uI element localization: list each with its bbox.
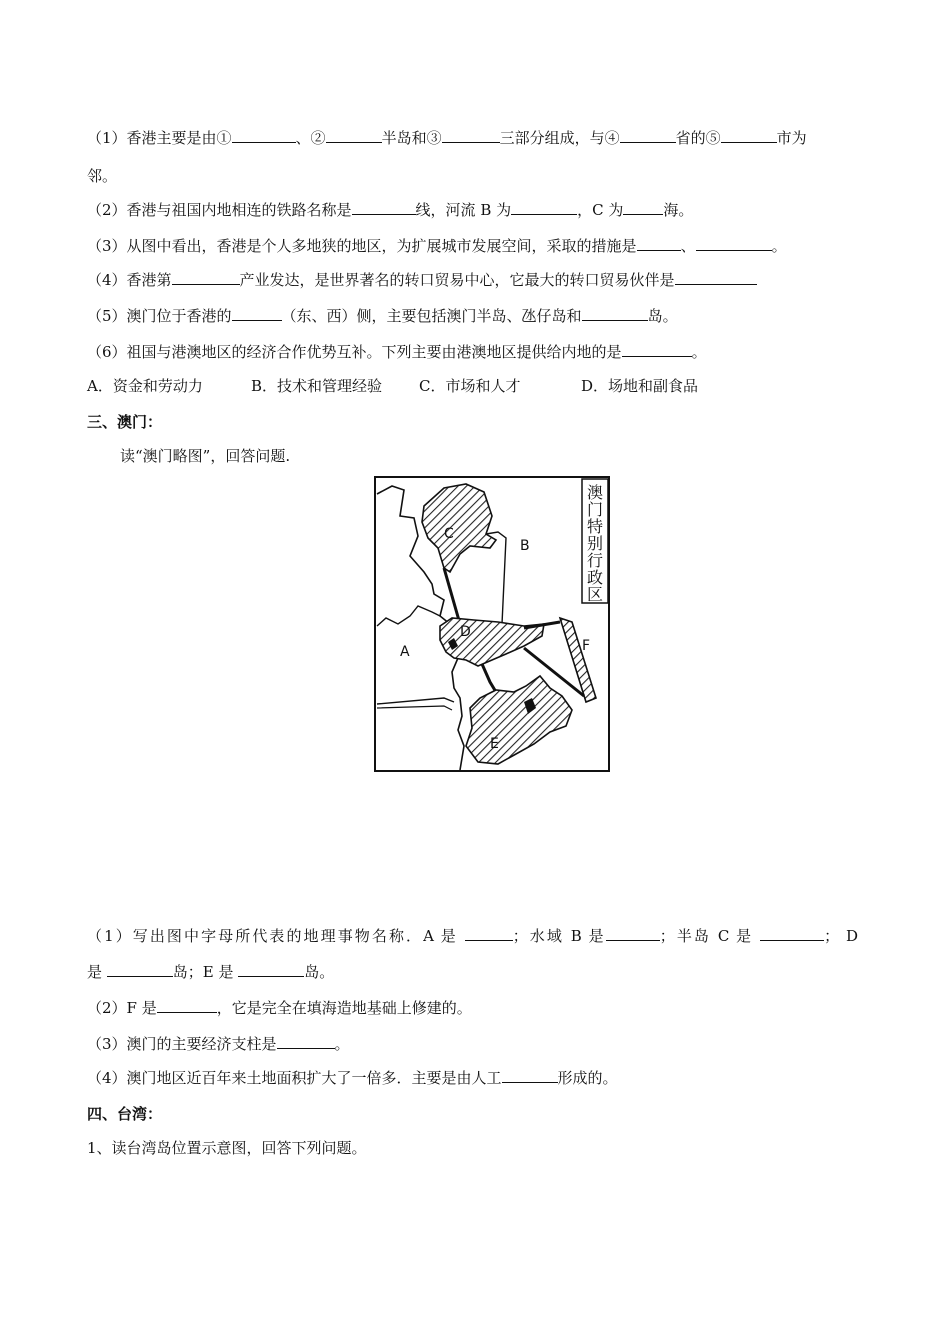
macau-question-3: （3）澳门的主要经济支柱是 。 — [87, 1035, 350, 1053]
answer-blank[interactable] — [157, 998, 217, 1013]
hk-question-2: （2）香港与祖国内地相连的铁路名称是 线，河流 B 为 ，C 为 海。 — [87, 201, 694, 219]
answer-blank[interactable] — [620, 128, 676, 143]
answer-blank[interactable] — [465, 926, 513, 941]
hk-question-1-cont: 邻。 — [87, 167, 118, 185]
svg-text:门: 门 — [586, 500, 604, 519]
answer-blank[interactable] — [637, 236, 681, 251]
map-label-f: F — [582, 638, 591, 654]
map-title — [587, 483, 603, 604]
answer-blank[interactable] — [238, 962, 304, 977]
svg-text:行: 行 — [586, 551, 604, 570]
macau-question-2: （2）F 是 ，它是完全在填海造地基础上修建的。 — [87, 999, 472, 1017]
answer-blank[interactable] — [696, 236, 772, 251]
map-label-c: C — [444, 526, 454, 542]
option-d[interactable]: D．场地和副食品 — [581, 377, 699, 395]
svg-text:别: 别 — [586, 534, 604, 553]
macau-question-4: （4）澳门地区近百年来土地面积扩大了一倍多．主要是由人工 形成的。 — [87, 1069, 618, 1087]
answer-blank[interactable] — [442, 128, 500, 143]
map-label-e: E — [490, 736, 499, 752]
answer-blank[interactable] — [277, 1034, 335, 1049]
answer-blank[interactable] — [675, 270, 757, 285]
answer-blank[interactable] — [107, 962, 173, 977]
svg-text:澳: 澳 — [586, 483, 604, 502]
map-label-a: A — [400, 644, 410, 660]
answer-blank[interactable] — [232, 128, 296, 143]
answer-blank[interactable] — [232, 306, 282, 321]
macau-question-1: （1）写出图中字母所代表的地理事物名称．A 是 ；水域 B 是 ；半岛 C 是 ； D — [87, 927, 858, 945]
svg-text:特: 特 — [586, 517, 604, 536]
answer-blank[interactable] — [502, 1068, 558, 1083]
option-c[interactable]: C．市场和人才 — [419, 377, 521, 395]
svg-text:区: 区 — [586, 585, 604, 604]
answer-blank[interactable] — [511, 200, 577, 215]
map-label-d: D — [460, 624, 471, 640]
section-heading-taiwan: 四、台湾： — [87, 1105, 163, 1123]
hk-question-4: （4）香港第 产业发达，是世界著名的转口贸易中心，它最大的转口贸易伙伴是 — [87, 270, 858, 290]
answer-blank[interactable] — [172, 270, 240, 285]
option-b[interactable]: B．技术和管理经验 — [251, 377, 383, 395]
svg-text:政: 政 — [586, 568, 604, 587]
answer-blank[interactable] — [721, 128, 777, 143]
answer-blank[interactable] — [352, 200, 416, 215]
hk-question-5: （5）澳门位于香港的 （东、西）侧，主要包括澳门半岛、氹仔岛和 岛。 — [87, 307, 678, 325]
hk-question-3: （3）从图中看出，香港是个人多地狭的地区，为扩展城市发展空间，采取的措施是 、 。 — [87, 237, 787, 255]
section-heading-macau: 三、澳门： — [87, 413, 163, 431]
hk-question-6-options — [87, 376, 858, 396]
macau-question-1-cont: 是 岛；E 是 岛。 — [87, 963, 335, 981]
hk-question-1: （1）香港主要是由① 、② 半岛和③ 三部分组成，与④ 省的⑤ 市为 — [87, 129, 807, 147]
answer-blank[interactable] — [606, 926, 660, 941]
taiwan-question-1: 1、读台湾岛位置示意图，回答下列问题。 — [87, 1139, 367, 1157]
answer-blank[interactable] — [623, 200, 663, 215]
answer-blank[interactable] — [622, 342, 692, 357]
answer-blank[interactable] — [582, 306, 648, 321]
answer-blank[interactable] — [326, 128, 382, 143]
hk-question-6: （6）祖国与港澳地区的经济合作优势互补。下列主要由港澳地区提供给内地的是 。 — [87, 343, 707, 361]
answer-blank[interactable] — [760, 926, 824, 941]
option-a[interactable]: A．资金和劳动力 — [87, 377, 203, 395]
map-label-b: B — [520, 538, 530, 554]
macau-map — [374, 476, 611, 773]
macau-intro: 读“澳门略图”，回答问题. — [120, 447, 291, 465]
